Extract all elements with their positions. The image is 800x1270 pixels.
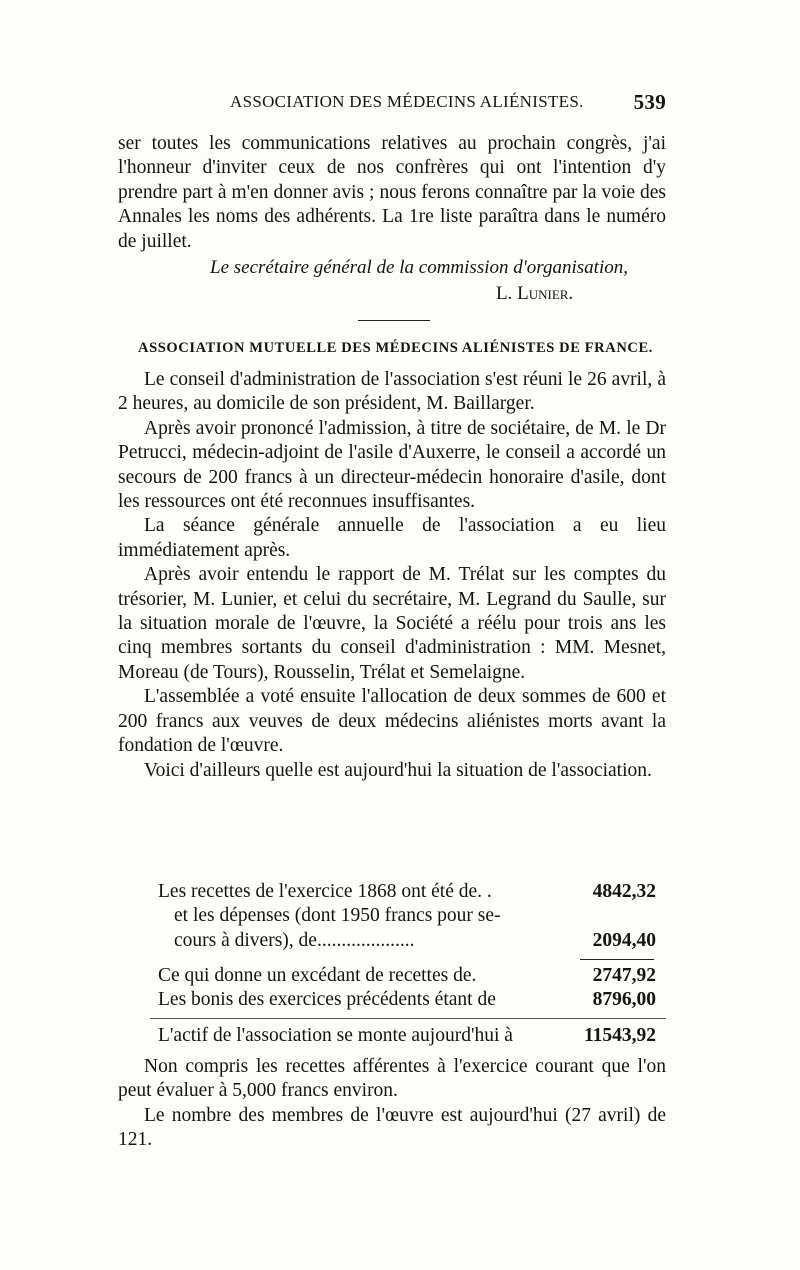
expenses-value: 2094,40 (592, 929, 656, 951)
paragraph: Le conseil d'administration de l'association s'est réuni le 26 avril, à 2 heures, au domicile de son président, M. Baillarger. (118, 369, 666, 415)
paragraph: Après avoir entendu le rapport de M. Trélat sur les comptes du trésorier, M. Lunier, et celui du secrétaire, M. Legrand du Saulle, sur la situation morale de l'œuvre, la Société a réélu pour trois ans les cinq membres sortants du conseil d'administration : MM. Mesnet, Moreau (de Tours), Rousselin, Trélat et Semelaigne. (118, 564, 666, 683)
receipts-value: 4842,32 (592, 881, 656, 902)
bonus-row (158, 988, 666, 1012)
running-head-title: ASSOCIATION DES MÉDECINS ALIÉNISTES. (230, 92, 584, 111)
expenses-row-2 (158, 929, 666, 953)
total-value: 11543,92 (583, 1025, 656, 1046)
paragraph: Le nombre des membres de l'œuvre est aujourd'hui (27 avril) de 121. (118, 1104, 666, 1151)
paragraph: Après avoir prononcé l'admission, à titre de sociétaire, de M. le Dr Petrucci, médecin-adjoint de l'asile d'Auxerre, le conseil a accordé un secours de 200 francs à un directeur-médecin honoraire d'asile, dont les ressources ont été reconnues insuffisantes. (118, 417, 666, 513)
accounts-table (158, 880, 666, 953)
surplus-label: Ce qui donne un excédant de recettes de. (158, 965, 477, 986)
expenses-row-1 (158, 904, 666, 928)
total-label: L'actif de l'association se monte aujourd'hui à (158, 1025, 513, 1046)
expenses-label-1: et les dépenses (dont 1950 francs pour se- (174, 905, 501, 927)
sum-rule (580, 959, 654, 960)
bonus-label: Les bonis des exercices précédents étant de (158, 989, 496, 1011)
section-divider (358, 320, 430, 321)
signature-name: L. Lunier. (496, 283, 574, 304)
section-body (118, 368, 666, 783)
total-rule (150, 1018, 666, 1019)
surplus-row (158, 964, 666, 988)
surplus-value: 2747,92 (592, 965, 656, 986)
continued-paragraph: ser toutes les communications relatives au prochain congrès, j'ai l'honneur d'inviter ceux de nos confrères qui ont l'intention d'y prendre part à m'en donner avis ; nous ferons connaître par la voie des Annales les noms des adhérents. La 1re liste paraîtra dans le numéro de juillet. (118, 133, 666, 252)
first-block (118, 132, 666, 254)
total-row (158, 1024, 666, 1048)
accounts-table-2 (158, 964, 666, 1013)
paragraph: L'assemblée a voté ensuite l'allocation de deux sommes de 600 et 200 francs aux veuves de deux médecins aliénistes morts avant la fondation de l'œuvre. (118, 686, 666, 757)
receipts-row (158, 880, 666, 904)
page-number: 539 (633, 90, 666, 114)
paragraph: Voici d'ailleurs quelle est aujourd'hui la situation de l'association. (144, 759, 652, 781)
paragraph: Non compris les recettes afférentes à l'exercice courant que l'on peut évaluer à 5,000 francs environ. (118, 1056, 666, 1102)
bonus-value: 8796,00 (592, 989, 656, 1011)
signature-title: Le secrétaire général de la commission d'organisation, (210, 257, 628, 278)
expenses-label-2: cours à divers), de.................... (174, 929, 415, 951)
section-title: ASSOCIATION MUTUELLE DES MÉDECINS ALIÉNISTES DE FRANCE. (138, 340, 653, 356)
closing-block (118, 1055, 666, 1153)
accounts-total (158, 1024, 666, 1048)
receipts-label: Les recettes de l'exercice 1868 ont été de. . (158, 881, 492, 902)
paragraph: La séance générale annuelle de l'association a eu lieu immédiatement après. (118, 515, 666, 561)
